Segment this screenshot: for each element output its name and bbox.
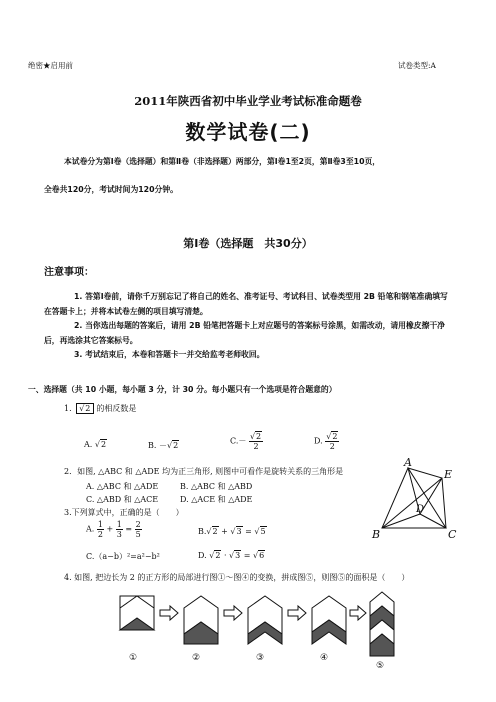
q3-option-d: D. √2 · √3 = √6 (198, 551, 265, 560)
q1-option-b: B. －√2 (148, 441, 179, 450)
option-label: A. (86, 524, 95, 534)
segment-ce (442, 478, 446, 528)
q1-option-d (314, 432, 339, 451)
question-3-stem: 3.下列算式中，正确的是（ ） (64, 508, 184, 517)
fraction (116, 520, 123, 539)
option-label: D. (314, 436, 323, 446)
label-fig-2: ② (192, 653, 201, 663)
label-fig-4: ④ (320, 653, 329, 663)
intro-line-1: 本试卷分为第Ⅰ卷（选择题）和第Ⅱ卷（非选择题）两部分，第Ⅰ卷1至2页，第Ⅱ卷3至10页， (64, 157, 381, 166)
label-a: A (404, 456, 412, 469)
fraction (135, 520, 142, 539)
q1-option-c (230, 432, 263, 451)
abs-sqrt-box: √2 (76, 403, 94, 414)
option-label: B. (148, 441, 157, 450)
radicand: 5 (260, 527, 266, 536)
dot-sign: · (221, 551, 230, 560)
fraction: $\frac{√2}{2}$ (326, 432, 338, 451)
intro-line-2: 全卷共120分，考试时间为120分钟。 (44, 185, 178, 194)
notice-title: 注意事项： (44, 267, 94, 278)
label-fig-1: ① (129, 653, 138, 663)
plus-sign: + (218, 527, 231, 536)
radicand: 2 (85, 404, 91, 413)
radicand: 6 (259, 551, 265, 560)
radicand: 2 (173, 441, 179, 450)
denominator: 3 (116, 530, 122, 539)
numerator: 1 (116, 520, 122, 529)
paper-title: 数学试卷(二) (185, 120, 311, 144)
arrow-icon (224, 606, 242, 620)
notice-3: 3. 考试结束后，本卷和答题卡一并交给监考老师收回。 (74, 350, 265, 359)
minus-sign: － (238, 436, 247, 446)
numerator: 1 (97, 520, 103, 529)
arrow-icon (350, 606, 366, 620)
question-4-stem: 4. 如图, 把边长为 2 的正方形的局部进行图①～图④的变换，拼成图⑤，则图⑤的面积是（ ） (64, 573, 410, 582)
paper-type: 试卷类型:A (398, 61, 436, 70)
denominator: 5 (135, 530, 141, 539)
radicand: 2 (212, 527, 218, 536)
denominator: 2 (97, 530, 103, 539)
exam-title: 2011年陕西省初中毕业学业考试标准命题卷 (134, 94, 362, 108)
denominator: 2 (329, 442, 335, 451)
label-d: D (416, 504, 425, 515)
radicand: 2 (256, 432, 262, 441)
option-label: D. (198, 551, 207, 560)
q1-option-a: A. √2 (84, 440, 107, 449)
radicand: 2 (215, 551, 221, 560)
option-label: A. (84, 440, 93, 449)
figure-4 (312, 596, 346, 644)
equals-sign: = (242, 527, 255, 536)
label-fig-3: ③ (256, 653, 265, 663)
figure-5 (370, 592, 394, 656)
label-b: B (372, 528, 381, 540)
q2-option-a: A. △ABC 和 △ADE (86, 482, 159, 491)
triangle-figure (366, 456, 462, 540)
q2-option-d: D. △ACE 和 △ADE (180, 495, 253, 504)
label-e: E (444, 468, 453, 481)
section-1-heading: 一、选择题（共 10 小题，每小题 3 分，计 30 分。每小题只有一个选项是符合题意的） (28, 385, 337, 394)
figure-2 (184, 596, 218, 644)
radicand: 3 (235, 551, 241, 560)
figure-3 (248, 596, 282, 644)
confidential-mark: 绝密★启用前 (28, 61, 73, 70)
arrow-icon (160, 606, 178, 620)
radicand: 2 (100, 440, 107, 449)
q2-option-b: B. △ABC 和 △ABD (180, 482, 253, 491)
label-fig-5: ⑤ (376, 661, 385, 671)
minus-sign: － (158, 441, 167, 450)
option-label: B. (198, 527, 207, 536)
equals-sign: = (125, 524, 133, 534)
equals-sign: = (241, 551, 254, 560)
part1-title: 第Ⅰ卷（选择题 共30分） (183, 237, 313, 250)
label-c: C (448, 528, 457, 540)
fraction (97, 520, 104, 539)
q3-option-a (86, 520, 142, 539)
radicand: 2 (332, 432, 338, 441)
triangle-ade (408, 468, 442, 514)
figure-1 (120, 596, 154, 630)
stem-text: 的相反数是 (96, 404, 137, 413)
question-1-stem (64, 403, 136, 414)
q2-option-c: C. △ABD 和 △ACE (86, 495, 159, 504)
arrow-icon (288, 606, 306, 620)
q3-option-c: C.（a−b）²=a²−b² (86, 552, 160, 561)
fraction: $\frac{√2}{2}$ (249, 432, 262, 451)
plus-sign: + (106, 524, 114, 534)
numerator: 2 (135, 520, 141, 529)
notice-2: 2. 当你选出每题的答案后，请用 2B 铅笔把答题卡上对应题号的答案标号涂黑，如需改动，请用橡皮擦干净后，再选涂其它答案标号。 (44, 321, 445, 345)
q3-option-b: B.√2 + √3 = √5 (198, 527, 266, 536)
option-label: C. (230, 436, 239, 446)
denominator: 2 (253, 442, 259, 451)
question-number: 1. (64, 404, 72, 413)
question-2-stem: 2．如图, △ABC 和 △ADE 均为正三角形, 则图中可看作是旋转关系的三角形是 (64, 467, 344, 476)
triangle-abc (382, 468, 446, 528)
transform-figures (114, 586, 398, 702)
notice-1: 1. 答第Ⅰ卷前，请你千万别忘记了将自己的姓名、准考证号、考试科目、试卷类型用 2B 铅笔和钢笔准确填写在答题卡上；并将本试卷左侧的项目填写清楚。 (44, 292, 448, 316)
radicand: 3 (236, 527, 242, 536)
